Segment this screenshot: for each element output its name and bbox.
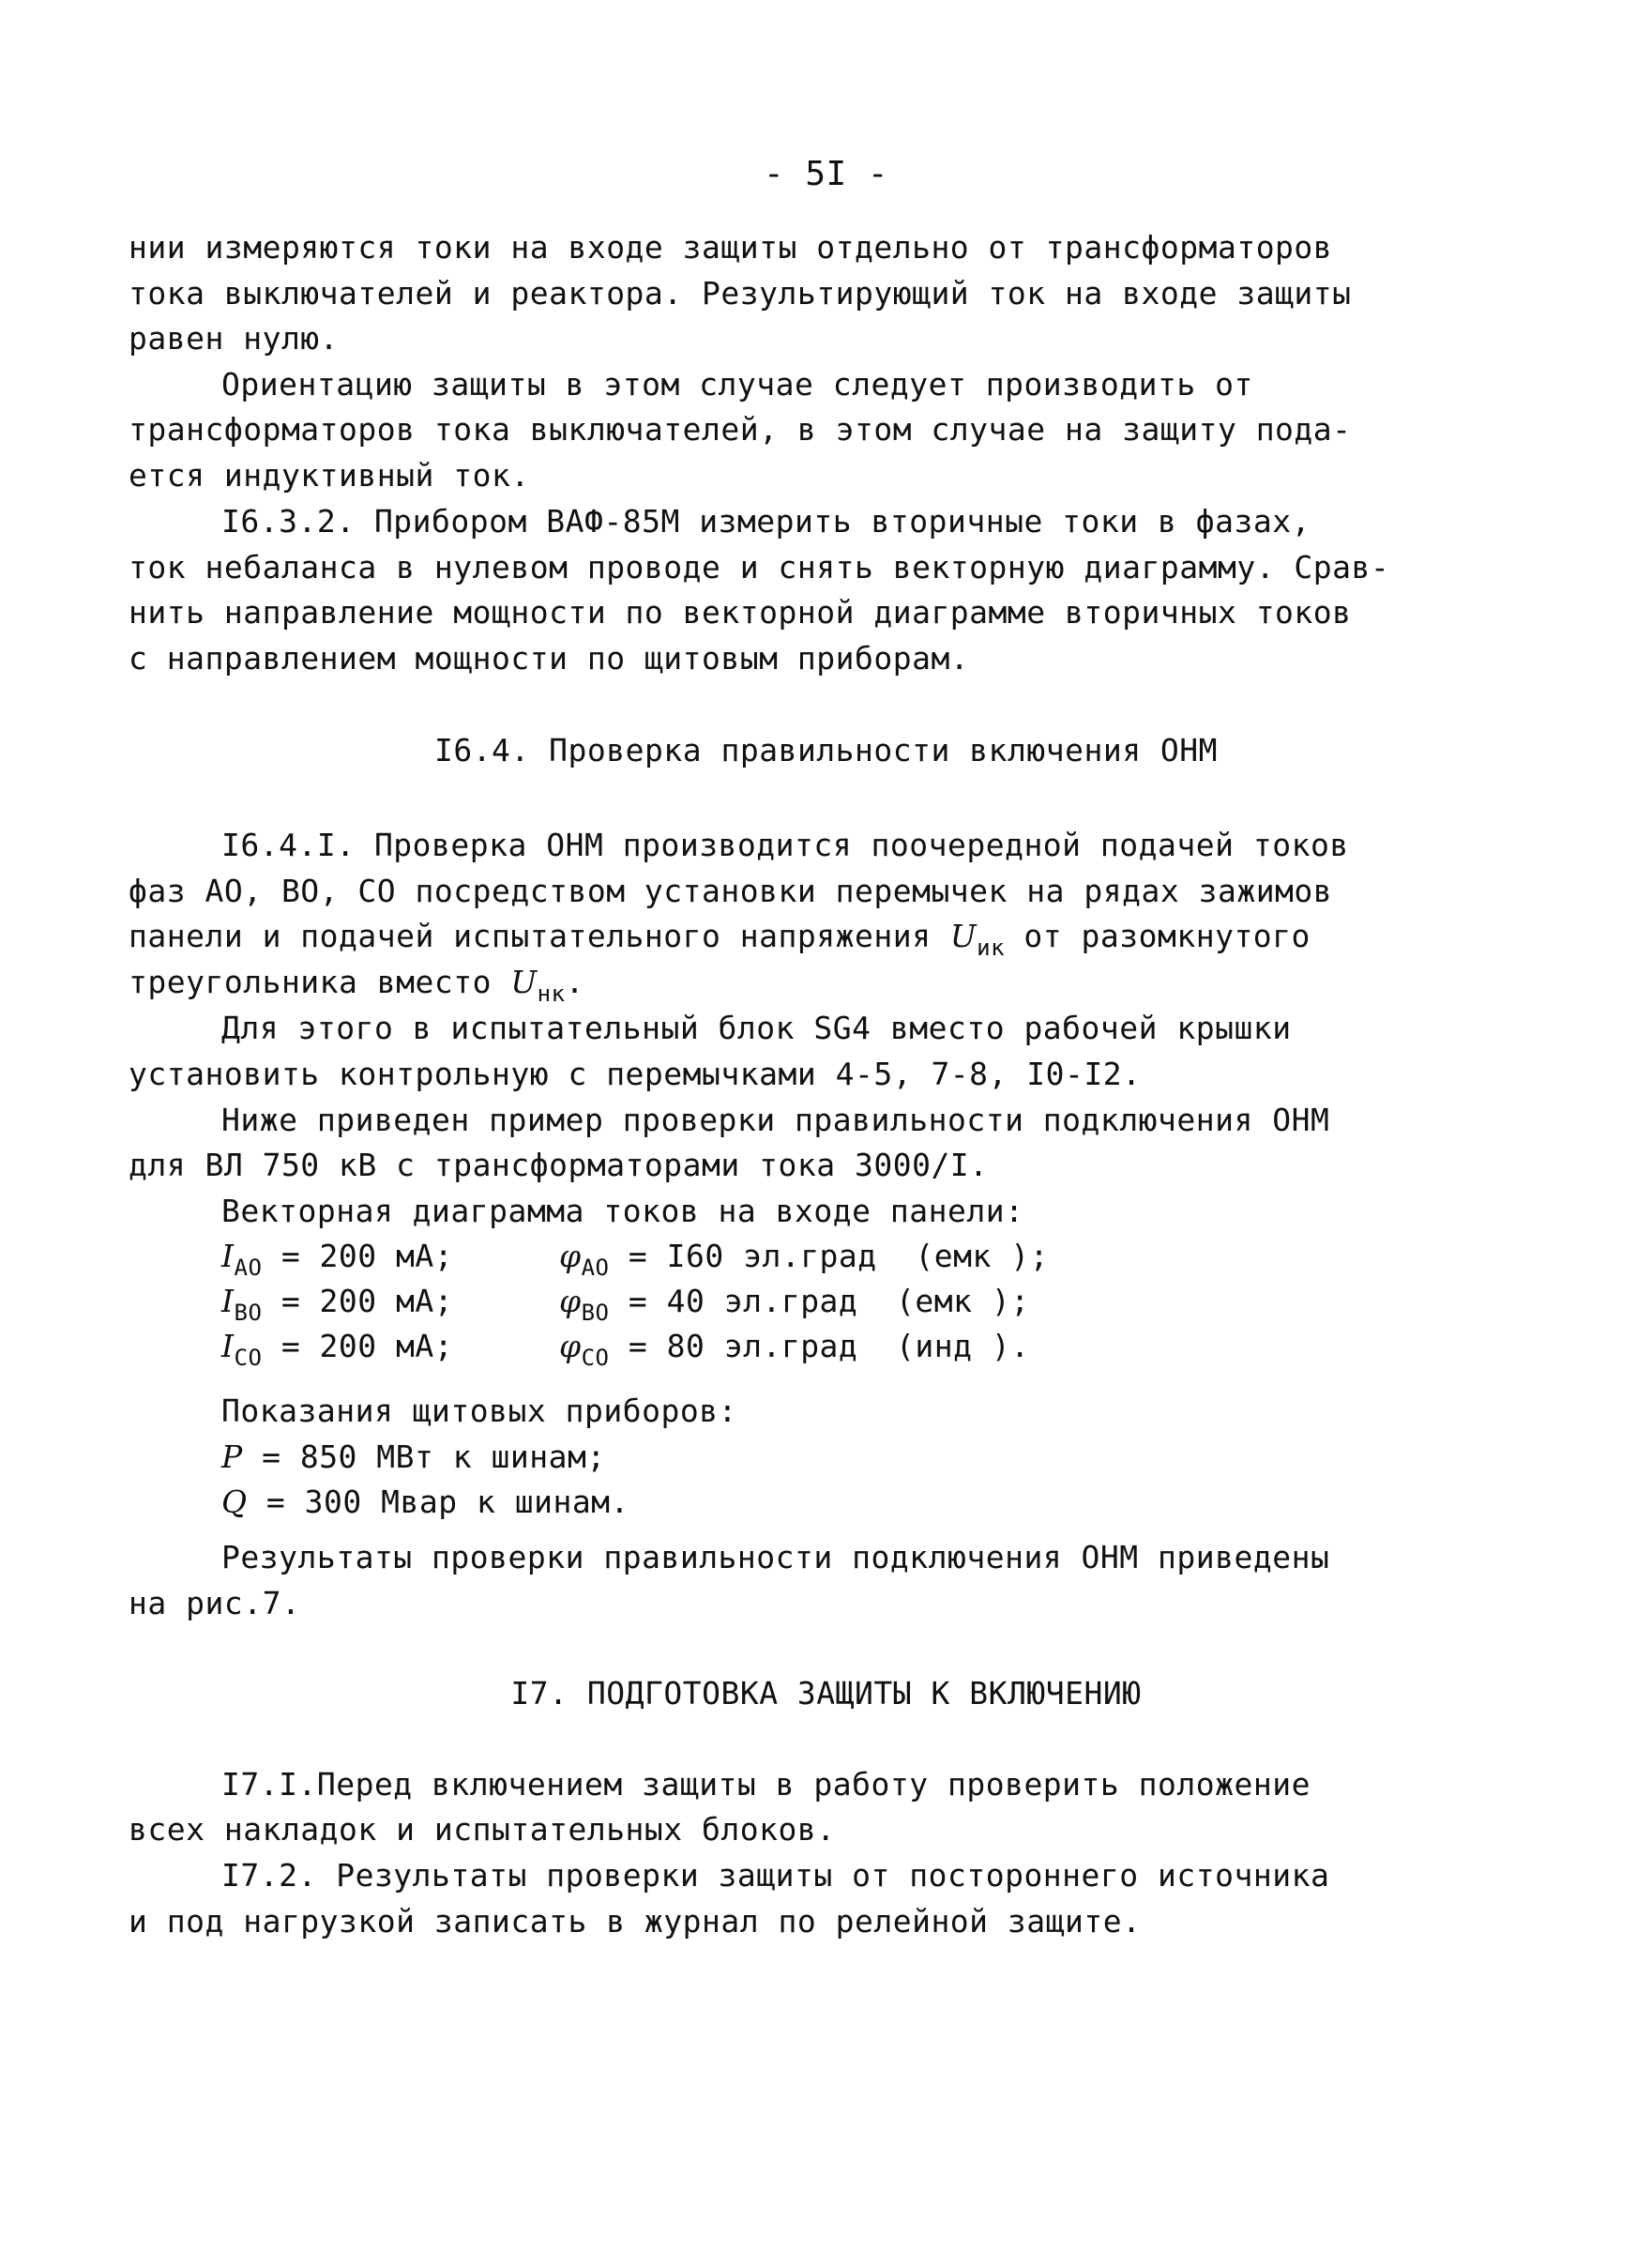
text-line: нить направление мощности по векторной диаграмме вторичных токов: [129, 594, 1352, 631]
text-line: ется индуктивный ток.: [129, 457, 530, 494]
text-line: Ориентацию защиты в этом случае следует производить от: [221, 366, 1253, 403]
text-line: фаз АО, ВО, СО посредством установки перемычек на рядах зажимов: [129, 873, 1333, 909]
section-heading: I7. ПОДГОТОВКА ЗАЩИТЫ К ВКЛЮЧЕНИЮ: [510, 1675, 1142, 1712]
subscript: СО: [581, 1345, 610, 1371]
reading-active-power: P = 850 МВт к шинам;: [221, 1438, 606, 1475]
text-line: Результаты проверки правильности подключения ОНМ приведены: [221, 1539, 1330, 1575]
text-line: на рис.7.: [129, 1585, 301, 1621]
text-line: треугольника вместо $U_{нк}$.: [129, 964, 584, 1007]
current-value: = 200 мА;: [262, 1283, 454, 1319]
text-line: и под нагрузкой записать в журнал по релейной защите.: [129, 1903, 1142, 1940]
text-line: Ниже приведен пример проверки правильности подключения ОНМ: [221, 1102, 1330, 1138]
section-heading: I6.4. Проверка правильности включения ОНМ: [433, 732, 1219, 768]
subscript: АО: [234, 1255, 263, 1281]
vector-diagram-label: Векторная диаграмма токов на входе панели:: [221, 1193, 1024, 1229]
current-value: = 200 мА;: [262, 1238, 454, 1274]
phase-angle-symbol: φ: [559, 1238, 582, 1274]
subscript: ВО: [234, 1300, 263, 1326]
text-line: установить контрольную с перемычками 4-5, 7-8, I0-I2.: [129, 1056, 1142, 1092]
voltage-symbol: U: [510, 964, 538, 1000]
subscript: СО: [234, 1345, 263, 1371]
current-symbol: I: [221, 1238, 235, 1274]
text-line: ток небаланса в нулевом проводе и снять векторную диаграмму. Срав-: [129, 549, 1390, 586]
subscript: АО: [581, 1255, 610, 1281]
text-line: для ВЛ 750 кВ с трансформаторами тока 3000/I.: [129, 1147, 989, 1183]
text-line: I6.3.2. Прибором ВАФ-85М измерить вторичные токи в фазах,: [221, 503, 1311, 540]
text-line: I7.I.Перед включением защиты в работу проверить положение: [221, 1766, 1311, 1803]
text-line: всех накладок и испытательных блоков.: [129, 1811, 836, 1848]
text-line: панели и подачей испытательного напряжения $U_{ик}$ от разомкнутого: [129, 918, 1311, 961]
phase-angle-value: = 40 эл.град (емк );: [609, 1283, 1030, 1319]
voltage-symbol: U: [949, 918, 978, 954]
current-symbol: I: [221, 1328, 235, 1364]
text-line: Для этого в испытательный блок SG4 вместо рабочей крышки: [221, 1010, 1292, 1046]
phase-angle-value: = I60 эл.град (емк );: [609, 1238, 1049, 1274]
power-symbol: Q: [221, 1483, 248, 1520]
text-line: I7.2. Результаты проверки защиты от постороннего источника: [221, 1857, 1330, 1894]
current-symbol: I: [221, 1283, 235, 1319]
text-line: трансформаторов тока выключателей, в этом случае на защиту пода-: [129, 411, 1352, 448]
subscript: ВО: [581, 1300, 610, 1326]
text-line: нии измеряются токи на входе защиты отдельно от трансформаторов: [129, 229, 1333, 266]
current-value: = 200 мА;: [262, 1328, 454, 1364]
page-number: - 5I -: [763, 155, 889, 193]
phase-angle-symbol: φ: [559, 1283, 582, 1319]
phase-angle-value: = 80 эл.град (инд ).: [609, 1328, 1030, 1364]
text-line: тока выключателей и реактора. Результирующий ток на входе защиты: [129, 275, 1352, 312]
subscript: нк: [537, 981, 566, 1007]
panel-readings-label: Показания щитовых приборов:: [221, 1392, 737, 1429]
text-line: с направлением мощности по щитовым приборам.: [129, 640, 970, 677]
text-line: равен нулю.: [129, 320, 340, 357]
subscript: ик: [977, 935, 1006, 961]
text-line: I6.4.I. Проверка ОНМ производится поочередной подачей токов: [221, 827, 1349, 863]
power-symbol: P: [221, 1438, 243, 1475]
reading-reactive-power: Q = 300 Мвар к шинам.: [221, 1483, 629, 1520]
phase-angle-symbol: φ: [559, 1328, 582, 1364]
